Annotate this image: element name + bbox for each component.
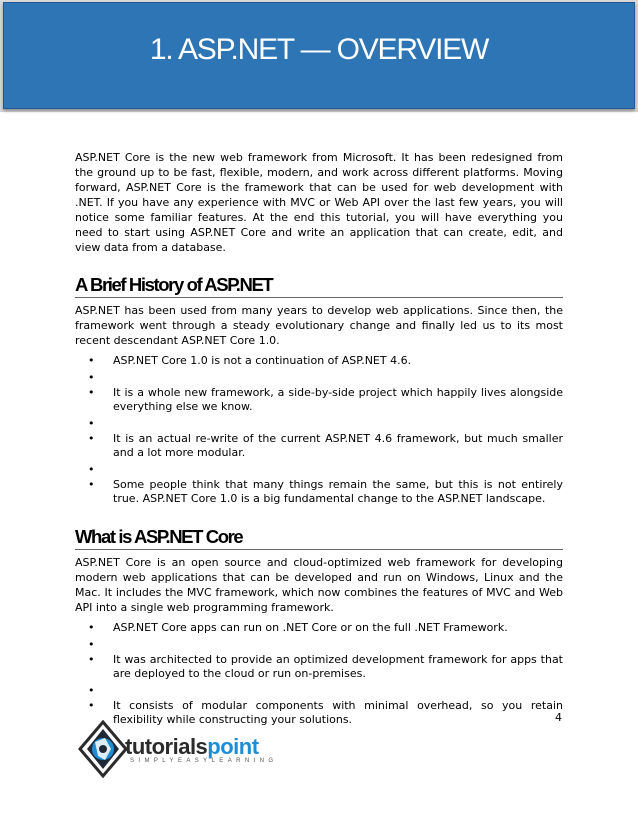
logo-wordmark: tutorialspoint [125,734,259,759]
list-item: • It consists of modular components with minimal overhead, so you retain flexibility while constructing your solutions. [88,699,563,726]
tutorialspoint-diamond-logo-icon [78,720,128,778]
bullet-icon: • [88,371,95,384]
section-heading-what-is: What is ASP.NET Core [75,526,563,550]
page-content [75,150,563,744]
section-heading-history: A Brief History of ASP.NET [75,274,563,298]
bullet-icon: • [88,653,95,666]
list-item [75,684,563,698]
section-paragraph-history: ASP.NET has been used from many years to develop web applications. Since then, the framework went through a steady evolutionary change and finally led us to its most recent descendant ASP.NET Core 1.0. [75,304,563,347]
bullet-icon: • [88,417,95,430]
bullet-icon: • [88,621,95,634]
bullet-icon: • [88,354,95,367]
list-item: • ASP.NET Core 1.0 is not a continuation of ASP.NET 4.6. [88,354,412,367]
list-item [75,417,563,431]
bullet-icon: • [88,478,95,491]
list-item [75,371,563,385]
bullet-icon: • [88,432,95,445]
list-item: • Some people think that many things remain the same, but this is not entirely true. ASP.NET Core 1.0 is a big fundamental change to the ASP.NET landscape. [88,478,563,505]
bullet-icon: • [88,699,95,712]
list-item: • ASP.NET Core apps can run on .NET Core or on the full .NET Framework. [88,621,508,634]
tutorialspoint-logo [78,720,278,778]
chapter-banner [0,0,638,112]
section-paragraph-what-is: ASP.NET Core is an open source and cloud-optimized web framework for developing modern web applications that can be developed and run on Windows, Linux and the Mac. It includes the MVC framework, which now combines the features of MVC and Web API into a single web programming framework. [75,556,563,614]
intro-paragraph: ASP.NET Core is the new web framework from Microsoft. It has been redesigned from the ground up to be fast, flexible, modern, and work across different platforms. Moving forward, ASP.NET Core is the framework that can be used for web development with .NET. If you have any experience with MVC or Web API over the last few years, you will notice some familiar features. At the end this tutorial, you will have everything you need to start using ASP.NET Core and write an application that can create, edit, and view data from a database. [75,151,563,254]
list-item: • It is an actual re-write of the current ASP.NET 4.6 framework, but much smaller and a lot more modular. [88,432,563,459]
list-item: • It was architected to provide an optimized development framework for apps that are deployed to the cloud or run on-premises. [88,653,563,680]
bullet-icon: • [88,463,95,476]
chapter-banner-panel [3,2,635,109]
chapter-title: 1. ASP.NET — OVERVIEW [149,33,489,66]
bullet-icon: • [88,386,95,399]
list-item [75,638,563,652]
bullet-icon: • [88,684,95,697]
bullet-icon: • [88,638,95,651]
list-item: • It is a whole new framework, a side-by-side project which happily lives alongside everything else we know. [88,386,563,413]
bullet-list-history [75,354,563,506]
page-number: 4 [555,711,562,724]
list-item [75,463,563,477]
logo-tagline: SIMPLYEASYLEARNING [130,758,278,764]
